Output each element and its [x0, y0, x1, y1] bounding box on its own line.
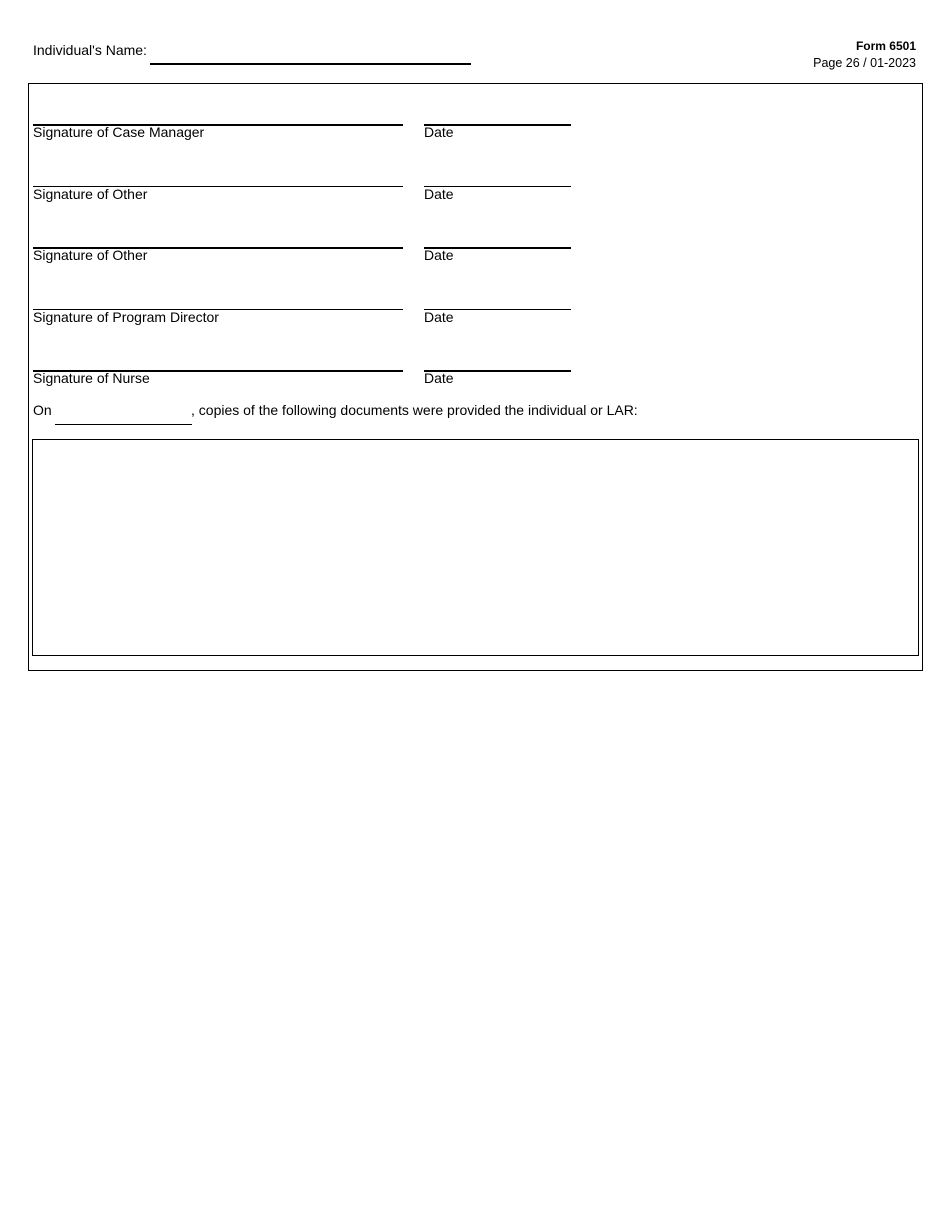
date-field[interactable] [424, 166, 571, 186]
documents-date-underline [55, 424, 192, 425]
documents-list-box[interactable] [32, 439, 919, 656]
documents-on-label: On [33, 402, 52, 418]
form-number: Form 6501 [855, 39, 916, 53]
date-field[interactable] [424, 289, 571, 309]
signature-field-case-manager[interactable] [33, 104, 403, 124]
signature-field-other[interactable] [33, 166, 403, 186]
signature-label: Signature of Other [33, 247, 148, 263]
signature-label: Signature of Nurse [33, 370, 150, 386]
individual-name-label: Individual's Name: [33, 42, 147, 58]
page-info: Page 26 / 01-2023 [813, 56, 916, 70]
individual-name-field[interactable] [150, 46, 471, 64]
date-label: Date [424, 247, 454, 263]
documents-statement: , copies of the following documents were provided the individual or LAR: [191, 402, 638, 418]
signature-field-program-director[interactable] [33, 289, 403, 309]
date-field[interactable] [424, 104, 571, 124]
date-field[interactable] [424, 227, 571, 247]
signature-label: Signature of Other [33, 186, 148, 202]
date-label: Date [424, 309, 454, 325]
signature-field-other[interactable] [33, 227, 403, 247]
date-label: Date [424, 124, 454, 140]
signature-label: Signature of Case Manager [33, 124, 205, 140]
documents-date-field[interactable] [55, 404, 192, 424]
date-label: Date [424, 186, 454, 202]
date-label: Date [424, 370, 454, 386]
date-field[interactable] [424, 350, 571, 370]
signature-field-nurse[interactable] [33, 350, 403, 370]
signature-label: Signature of Program Director [33, 309, 219, 325]
individual-name-underline [150, 63, 471, 65]
